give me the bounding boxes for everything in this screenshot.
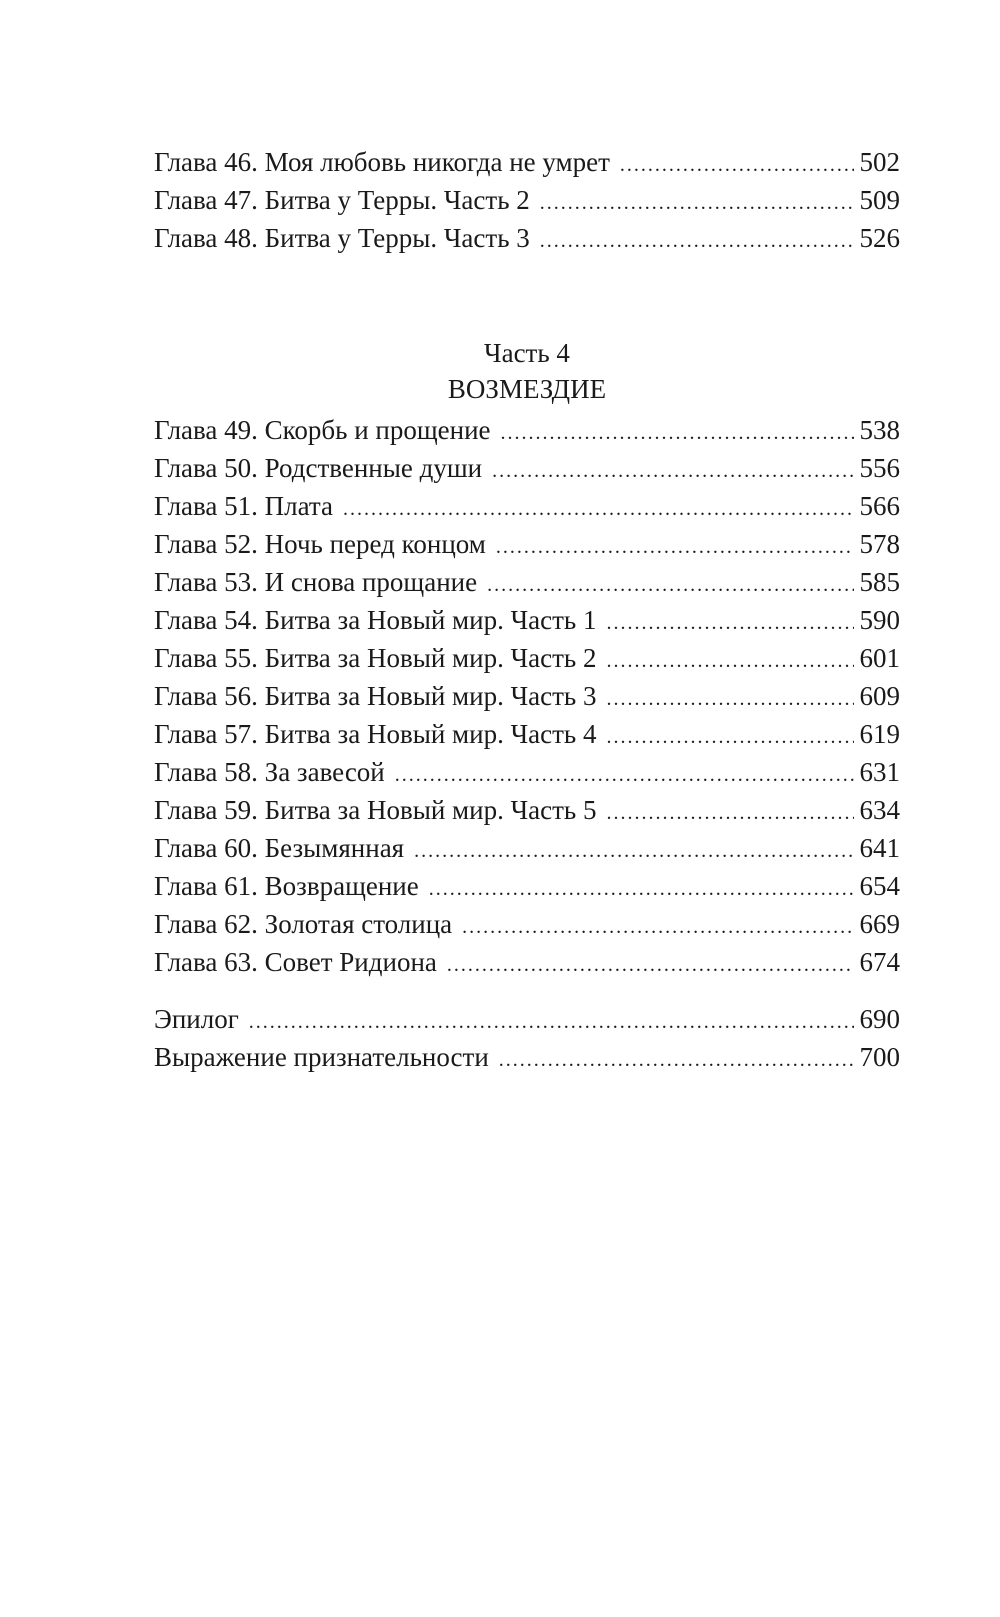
toc-leader-dots	[447, 946, 854, 984]
toc-section-end	[154, 1000, 900, 1076]
toc-leader-dots	[492, 452, 853, 490]
toc-entry	[154, 525, 900, 563]
toc-entry-page: 654	[859, 871, 900, 901]
toc-entry-title: Глава 46. Моя любовь никогда не умрет	[154, 147, 610, 177]
toc-entry	[154, 449, 900, 487]
toc-entry-page: 619	[859, 719, 900, 749]
toc-leader-dots	[496, 528, 854, 566]
toc-entry-page: 690	[859, 1004, 900, 1034]
toc-entry-title: Глава 52. Ночь перед концом	[154, 529, 486, 559]
toc-leader-dots	[606, 604, 853, 642]
toc-entry-title: Глава 59. Битва за Новый мир. Часть 5	[154, 795, 597, 825]
toc-leader-dots	[606, 680, 853, 718]
toc-leader-dots	[487, 566, 853, 604]
toc-leader-dots	[343, 490, 853, 528]
toc-entry	[154, 867, 900, 905]
toc-entry-title: Глава 48. Битва у Терры. Часть 3	[154, 223, 530, 253]
toc-entry-page: 590	[859, 605, 900, 635]
toc-entry-page: 585	[859, 567, 900, 597]
toc-leader-dots	[499, 1041, 854, 1079]
toc-entry	[154, 219, 900, 257]
toc-entry	[154, 753, 900, 791]
toc-entry-page: 502	[859, 147, 900, 177]
part-label: Часть 4	[484, 338, 570, 368]
toc-entry	[154, 943, 900, 981]
toc-leader-dots	[429, 870, 854, 908]
toc-entry	[154, 715, 900, 753]
toc-entry-page: 631	[859, 757, 900, 787]
toc-entry-title: Глава 55. Битва за Новый мир. Часть 2	[154, 643, 597, 673]
toc-entry-page: 566	[859, 491, 900, 521]
toc-entry	[154, 487, 900, 525]
toc-entry-title: Глава 62. Золотая столица	[154, 909, 453, 939]
toc-entry-title: Глава 61. Возвращение	[154, 871, 419, 901]
toc-entry-page: 700	[859, 1042, 900, 1072]
toc-section-part	[154, 411, 900, 981]
toc-leader-dots	[414, 832, 853, 870]
toc-entry-title: Глава 56. Битва за Новый мир. Часть 3	[154, 681, 597, 711]
toc-entry	[154, 411, 900, 449]
toc-entry-page: 634	[859, 795, 900, 825]
toc-entry	[154, 601, 900, 639]
toc-entry-title: Глава 57. Битва за Новый мир. Часть 4	[154, 719, 597, 749]
toc-entry	[154, 829, 900, 867]
toc-entry-title: Глава 51. Плата	[154, 491, 334, 521]
toc-entry-page: 538	[859, 415, 900, 445]
toc-leader-dots	[620, 146, 854, 184]
toc-entry-page: 509	[859, 185, 900, 215]
toc-entry	[154, 639, 900, 677]
toc-entry-page: 674	[859, 947, 900, 977]
toc-entry-page: 578	[859, 529, 900, 559]
toc-leader-dots	[540, 222, 854, 260]
toc-section-top	[154, 143, 900, 257]
toc-entry	[154, 677, 900, 715]
toc-entry	[154, 143, 900, 181]
toc-entry	[154, 563, 900, 601]
toc-entry-title: Выражение признательности	[154, 1042, 489, 1072]
toc-entry-title: Глава 54. Битва за Новый мир. Часть 1	[154, 605, 597, 635]
part-title: ВОЗМЕЗДИЕ	[447, 374, 607, 404]
toc-leader-dots	[606, 642, 853, 680]
toc-entry-page: 669	[859, 909, 900, 939]
toc-entry-page: 609	[859, 681, 900, 711]
toc-entry-title: Глава 49. Скорбь и прощение	[154, 415, 491, 445]
toc-leader-dots	[462, 908, 853, 946]
toc-leader-dots	[501, 414, 854, 452]
toc-entry-page: 526	[859, 223, 900, 253]
toc-leader-dots	[606, 794, 853, 832]
toc-entry	[154, 181, 900, 219]
toc-entry	[154, 791, 900, 829]
toc-entry-page: 601	[859, 643, 900, 673]
toc-entry-title: Эпилог	[154, 1004, 239, 1034]
toc-entry-page: 641	[859, 833, 900, 863]
toc-leader-dots	[606, 718, 853, 756]
toc-entry-title: Глава 60. Безымянная	[154, 833, 405, 863]
toc-entry	[154, 905, 900, 943]
toc-entry-title: Глава 58. За завесой	[154, 757, 385, 787]
toc-entry-page: 556	[859, 453, 900, 483]
toc-leader-dots	[540, 184, 854, 222]
toc-leader-dots	[395, 756, 854, 794]
toc-entry-title: Глава 53. И снова прощание	[154, 567, 478, 597]
toc-entry	[154, 1000, 900, 1038]
toc-entry	[154, 1038, 900, 1076]
toc-entry-title: Глава 47. Битва у Терры. Часть 2	[154, 185, 530, 215]
toc-entry-title: Глава 50. Родственные души	[154, 453, 483, 483]
toc-leader-dots	[249, 1003, 854, 1041]
toc-entry-title: Глава 63. Совет Ридиона	[154, 947, 437, 977]
